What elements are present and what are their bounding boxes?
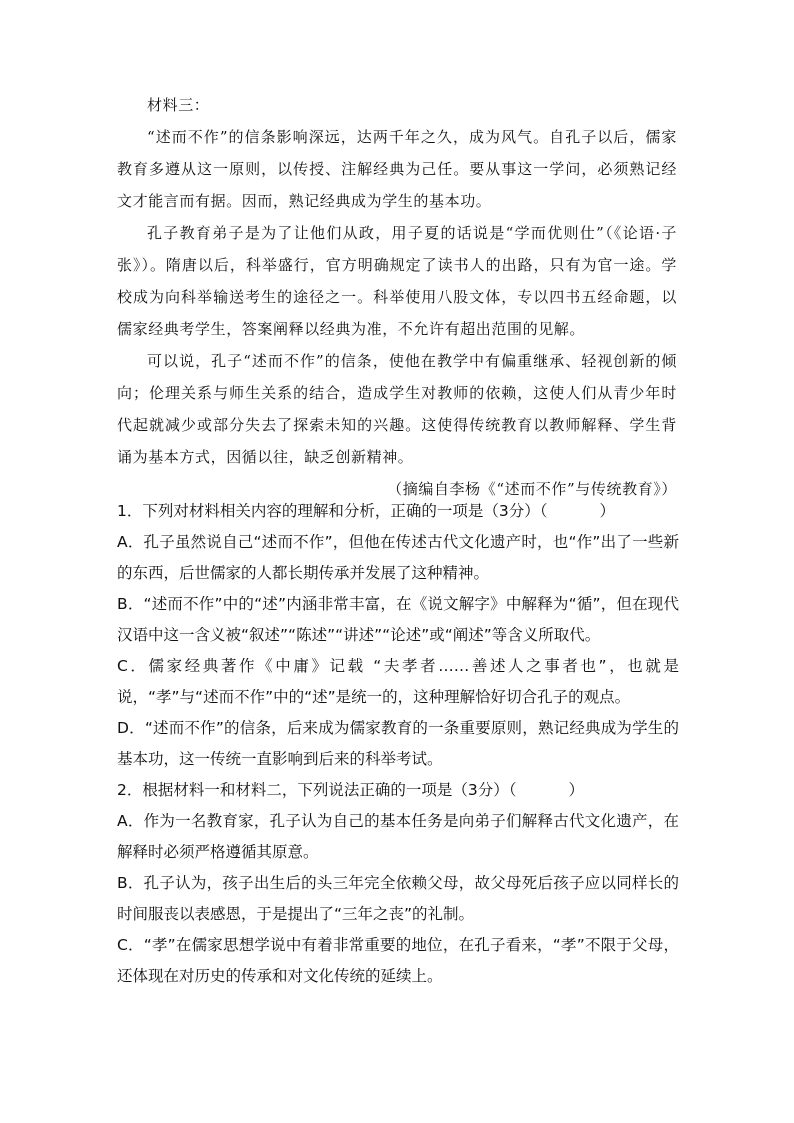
material-paragraph: “述而不作”的信条影响深远，达两千年之久，成为风气。自孔子以后，儒家教育多遵从这一原则，以传授、注解经典为己任。要从事这一学问，必须熟记经文才能言而有据。因而，熟记经典成为学生的基本功。 [117, 128, 677, 210]
option-b: B．孔子认为，孩子出生后的头三年完全依赖父母，故父母死后孩子应以同样长的时间服丧以表感恩，于是提出了“三年之丧”的礼制。 [117, 874, 679, 923]
material-title: 材料三： [147, 96, 210, 114]
question-stem-end: ） [568, 781, 584, 799]
option-a: A．作为一名教育家，孔子认为自己的基本任务是向弟子们解释古代文化遗产，在解释时必须严格遵循其原意。 [117, 812, 679, 861]
material-paragraph: 可以说，孔子“述而不作”的信条，使他在教学中有偏重继承、轻视创新的倾向；伦理关系与师生关系的结合，造成学生对教师的依赖，这使人们从青少年时代起就减少或部分失去了探索未知的兴趣。这使得传统教育以教师解释、学生背诵为基本方式，因循以往，缺乏创新精神。 [117, 352, 677, 466]
option-d: D．“述而不作”的信条，后来成为儒家教育的一条重要原则，熟记经典成为学生的基本功，这一传统一直影响到后来的科举考试。 [117, 719, 679, 768]
question-stem-end: ） [599, 502, 615, 520]
material-source: （摘编自李杨《“述而不作”与传统教育》） [387, 480, 677, 498]
option-b: B．“述而不作”中的“述”内涵非常丰富，在《说文解字》中解释为“循”，但在现代汉语中这一含义被“叙述”“陈述”“讲述”“论述”或“阐述”等含义所取代。 [117, 595, 679, 644]
question-stem [117, 775, 679, 806]
material-paragraph: 孔子教育弟子是为了让他们从政，用子夏的话说是“学而优则仕”（《论语·子张》）。隋唐以后，科举盛行，官方明确规定了读书人的出路，只有为官一途。学校成为向科举输送考生的途径之一。科举使用八股文体，专以四书五经命题，以儒家经典考学生，答案阐释以经典为准，不允许有超出范围的见解。 [117, 224, 677, 338]
material-three-section [117, 89, 677, 505]
option-c: C．“孝”在儒家思想学说中有着非常重要的地位，在孔子看来，“孝”不限于父母，还体现在对历史的传承和对文化传统的延续上。 [117, 936, 679, 985]
option-c: C．儒家经典著作《中庸》记载 “夫孝者……善述人之事者也”，也就是说，“孝”与“述而不作”中的“述”是统一的，这种理解恰好切合孔子的观点。 [117, 657, 679, 706]
question-stem-text: 2．根据材料一和材料二，下列说法正确的一项是（3分）（ [117, 781, 517, 799]
question-2 [117, 775, 679, 992]
option-a: A．孔子虽然说自己“述而不作”，但他在传述古代文化遗产时，也“作”出了一些新的东西，后世儒家的人都长期传承并发展了这种精神。 [117, 533, 679, 582]
question-stem [117, 496, 679, 527]
question-stem-text: 1．下列对材料相关内容的理解和分析，正确的一项是（3分）（ [117, 502, 548, 520]
questions-section [117, 496, 679, 992]
question-1 [117, 496, 679, 775]
